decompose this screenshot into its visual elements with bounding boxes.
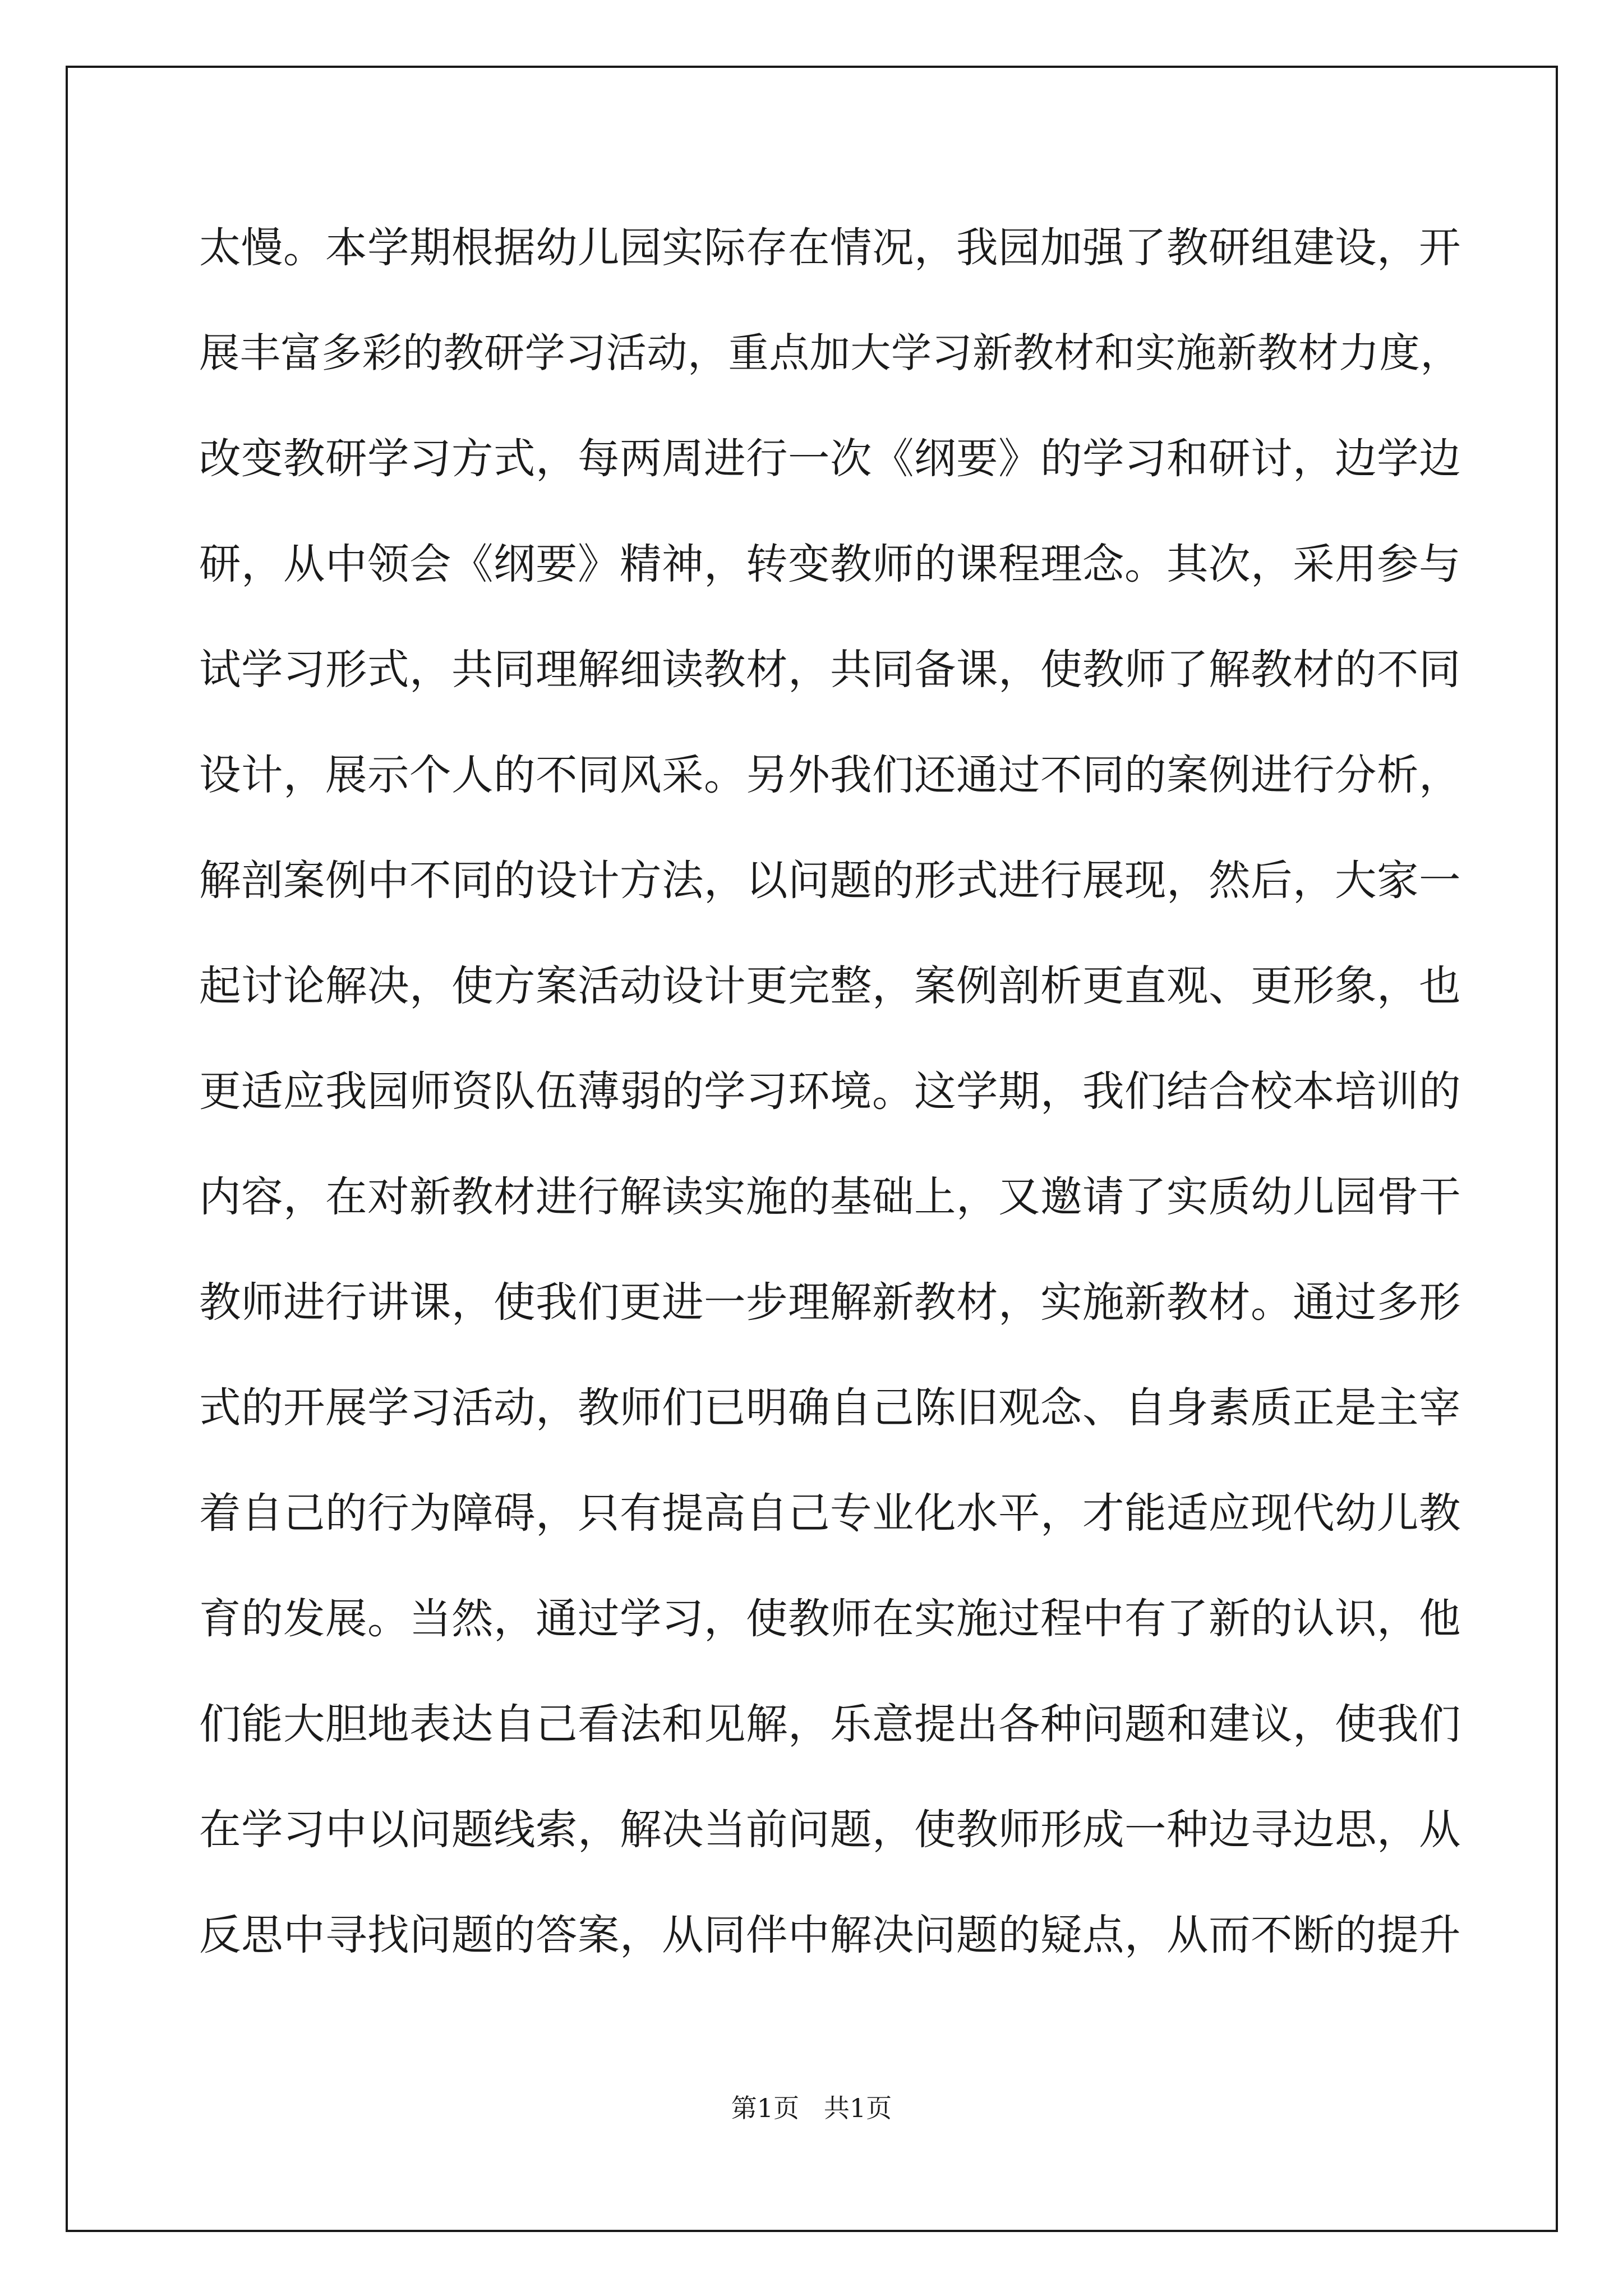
- text-line: 育的发展。当然，通过学习，使教师在实施过程中有了新的认识，他: [199, 1594, 1461, 1643]
- text-line: 太慢。本学期根据幼儿园实际存在情况，我园加强了教研组建设，开: [199, 223, 1461, 272]
- text-line: 解剖案例中不同的设计方法，以问题的形式进行展现，然后，大家一: [199, 856, 1461, 905]
- body-text: [199, 220, 1461, 2013]
- text-line: 式的开展学习活动，教师们已明确自己陈旧观念、自身素质正是主宰: [199, 1383, 1461, 1432]
- text-line: 反思中寻找问题的答案，从同伴中解决问题的疑点，从而不断的提升: [199, 1911, 1461, 1959]
- text-line: 设计，展示个人的不同风采。另外我们还通过不同的案例进行分析，: [199, 751, 1461, 799]
- text-line: 教师进行讲课，使我们更进一步理解新教材，实施新教材。通过多形: [199, 1278, 1461, 1327]
- text-line: 研，从中领会《纲要》精神，转变教师的课程理念。其次，采用参与: [199, 540, 1461, 588]
- text-line: 更适应我园师资队伍薄弱的学习环境。这学期，我们结合校本培训的: [199, 1067, 1461, 1116]
- text-line: 起讨论解决，使方案活动设计更完整，案例剖析更直观、更形象，也: [199, 961, 1461, 1010]
- page-number-footer: 第1页 共1页: [731, 2093, 892, 2123]
- text-line: 试学习形式，共同理解细读教材，共同备课，使教师了解教材的不同: [199, 645, 1461, 694]
- text-line: 改变教研学习方式，每两周进行一次《纲要》的学习和研讨，边学边: [199, 434, 1461, 483]
- text-line: 内容，在对新教材进行解读实施的基础上，又邀请了实质幼儿园骨干: [199, 1172, 1461, 1221]
- text-line: 在学习中以问题线索，解决当前问题，使教师形成一种边寻边思，从: [199, 1805, 1461, 1854]
- text-line: 们能大胆地表达自己看法和见解，乐意提出各种问题和建议，使我们: [199, 1700, 1461, 1749]
- text-line: 着自己的行为障碍，只有提高自己专业化水平，才能适应现代幼儿教: [199, 1489, 1461, 1538]
- text-line: 展丰富多彩的教研学习活动，重点加大学习新教材和实施新教材力度，: [199, 330, 1461, 377]
